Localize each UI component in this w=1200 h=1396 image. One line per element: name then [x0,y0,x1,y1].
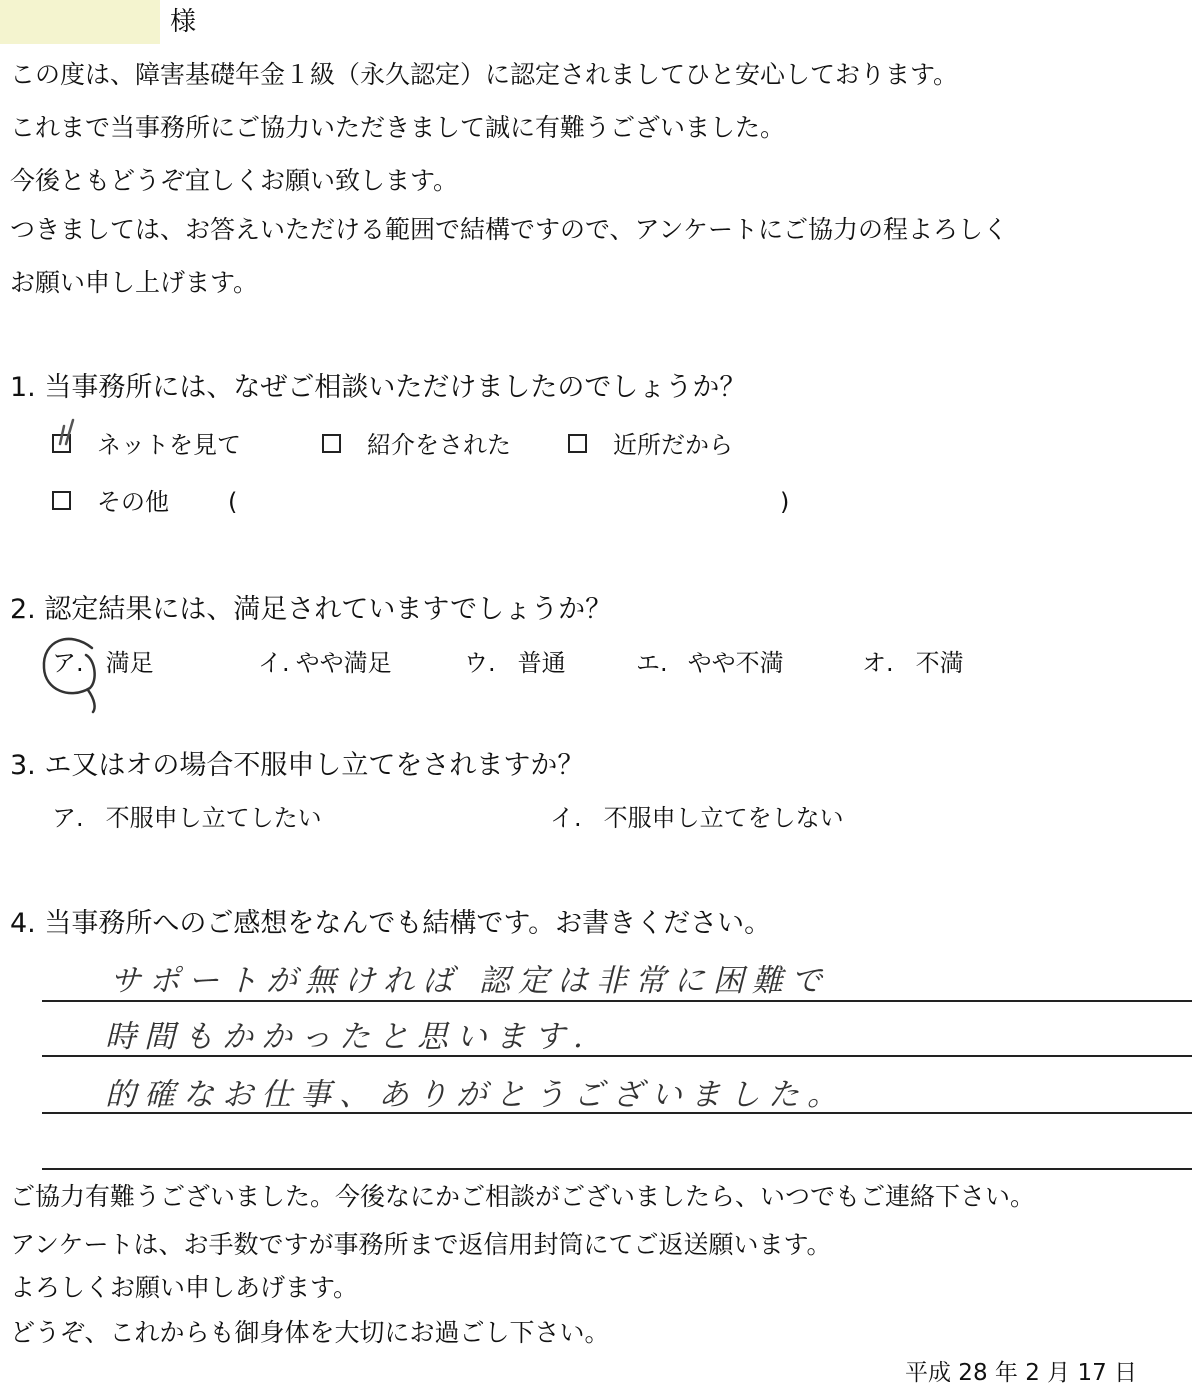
other-close-paren: ) [780,488,790,516]
date: 平成 28 年 2 月 17 日 [905,1360,1138,1386]
intro-line: 今後ともどうぞ宜しくお願い致します。 [10,166,459,195]
intro-line: これまで当事務所にご協力いただきまして誠に有難うございました。 [10,113,786,142]
option-nearby[interactable] [568,433,733,457]
option-label: ネットを見て [97,431,241,459]
option-label: 不満 [915,649,964,677]
option-somewhat-satisfied[interactable] [258,651,392,675]
option-net[interactable] [52,433,241,457]
option-somewhat-dissatisfied[interactable] [636,651,784,675]
question-4: 4. 当事務所へのご感想をなんでも結構です。お書きください。 [10,908,772,939]
option-letter: ア. [52,649,84,677]
question-3: 3. エ又はオの場合不服申し立てをされますか？ [10,750,585,781]
option-dissatisfied[interactable] [862,651,964,675]
closing-line: アンケートは、お手数ですが事務所まで返信用封筒にてご返送願います。 [10,1230,832,1259]
option-letter: ウ. [464,649,496,677]
question-2: 2. 認定結果には、満足されていますでしょうか？ [10,594,613,625]
option-satisfied[interactable] [52,651,154,675]
checkbox[interactable] [52,434,71,453]
option-other[interactable] [52,490,169,514]
option-letter: オ. [862,649,894,677]
answer-rule [42,1000,1192,1002]
option-label: やや満足 [295,649,392,677]
option-letter: エ. [636,649,668,677]
intro-line: つきましては、お答えいただける範囲で結構ですので、アンケートにご協力の程よろしく [10,215,1009,244]
option-letter: イ. [550,804,582,832]
option-label: 不服申し立てをしない [603,804,844,832]
other-open-paren: ( [228,488,238,516]
option-label: やや不満 [687,649,784,677]
honorific: 様 [170,7,197,37]
option-label: 紹介をされた [367,431,511,459]
question-1: 1. 当事務所には、なぜご相談いただけましたのでしょうか？ [10,372,747,403]
option-label: 普通 [517,649,566,677]
handwritten-answer-line[interactable]: 時間もかかったと思います. [105,1019,591,1055]
option-referral[interactable] [322,433,511,457]
recipient-name-field [0,0,160,44]
intro-line: お願い申し上げます。 [10,268,259,297]
option-letter: ア. [52,804,84,832]
handwritten-answer-line[interactable]: サポートが無ければ 認定は非常に困難で [110,963,830,999]
checkbox[interactable] [52,491,71,510]
answer-rule [42,1168,1192,1170]
option-label: その他 [97,488,169,516]
handwritten-answer-line[interactable]: 的確なお仕事、ありがとうございました。 [105,1077,846,1113]
answer-rule [42,1055,1192,1057]
option-appeal[interactable] [52,806,322,830]
intro-line: この度は、障害基礎年金１級（永久認定）に認定されましてひと安心しております。 [10,60,959,89]
checkbox[interactable] [568,434,587,453]
option-neutral[interactable] [464,651,566,675]
option-label: 満足 [105,649,154,677]
option-label: 不服申し立てしたい [105,804,322,832]
checkbox[interactable] [322,434,341,453]
option-letter: イ. [258,649,290,677]
option-label: 近所だから [613,431,733,459]
option-no-appeal[interactable] [550,806,844,830]
closing-line: よろしくお願い申しあげます。 [10,1273,359,1302]
closing-line: どうぞ、これからも御身体を大切にお過ごし下さい。 [10,1318,610,1347]
closing-line: ご協力有難うございました。今後なにかご相談がございましたら、いつでもご連絡下さい。 [10,1182,1036,1211]
